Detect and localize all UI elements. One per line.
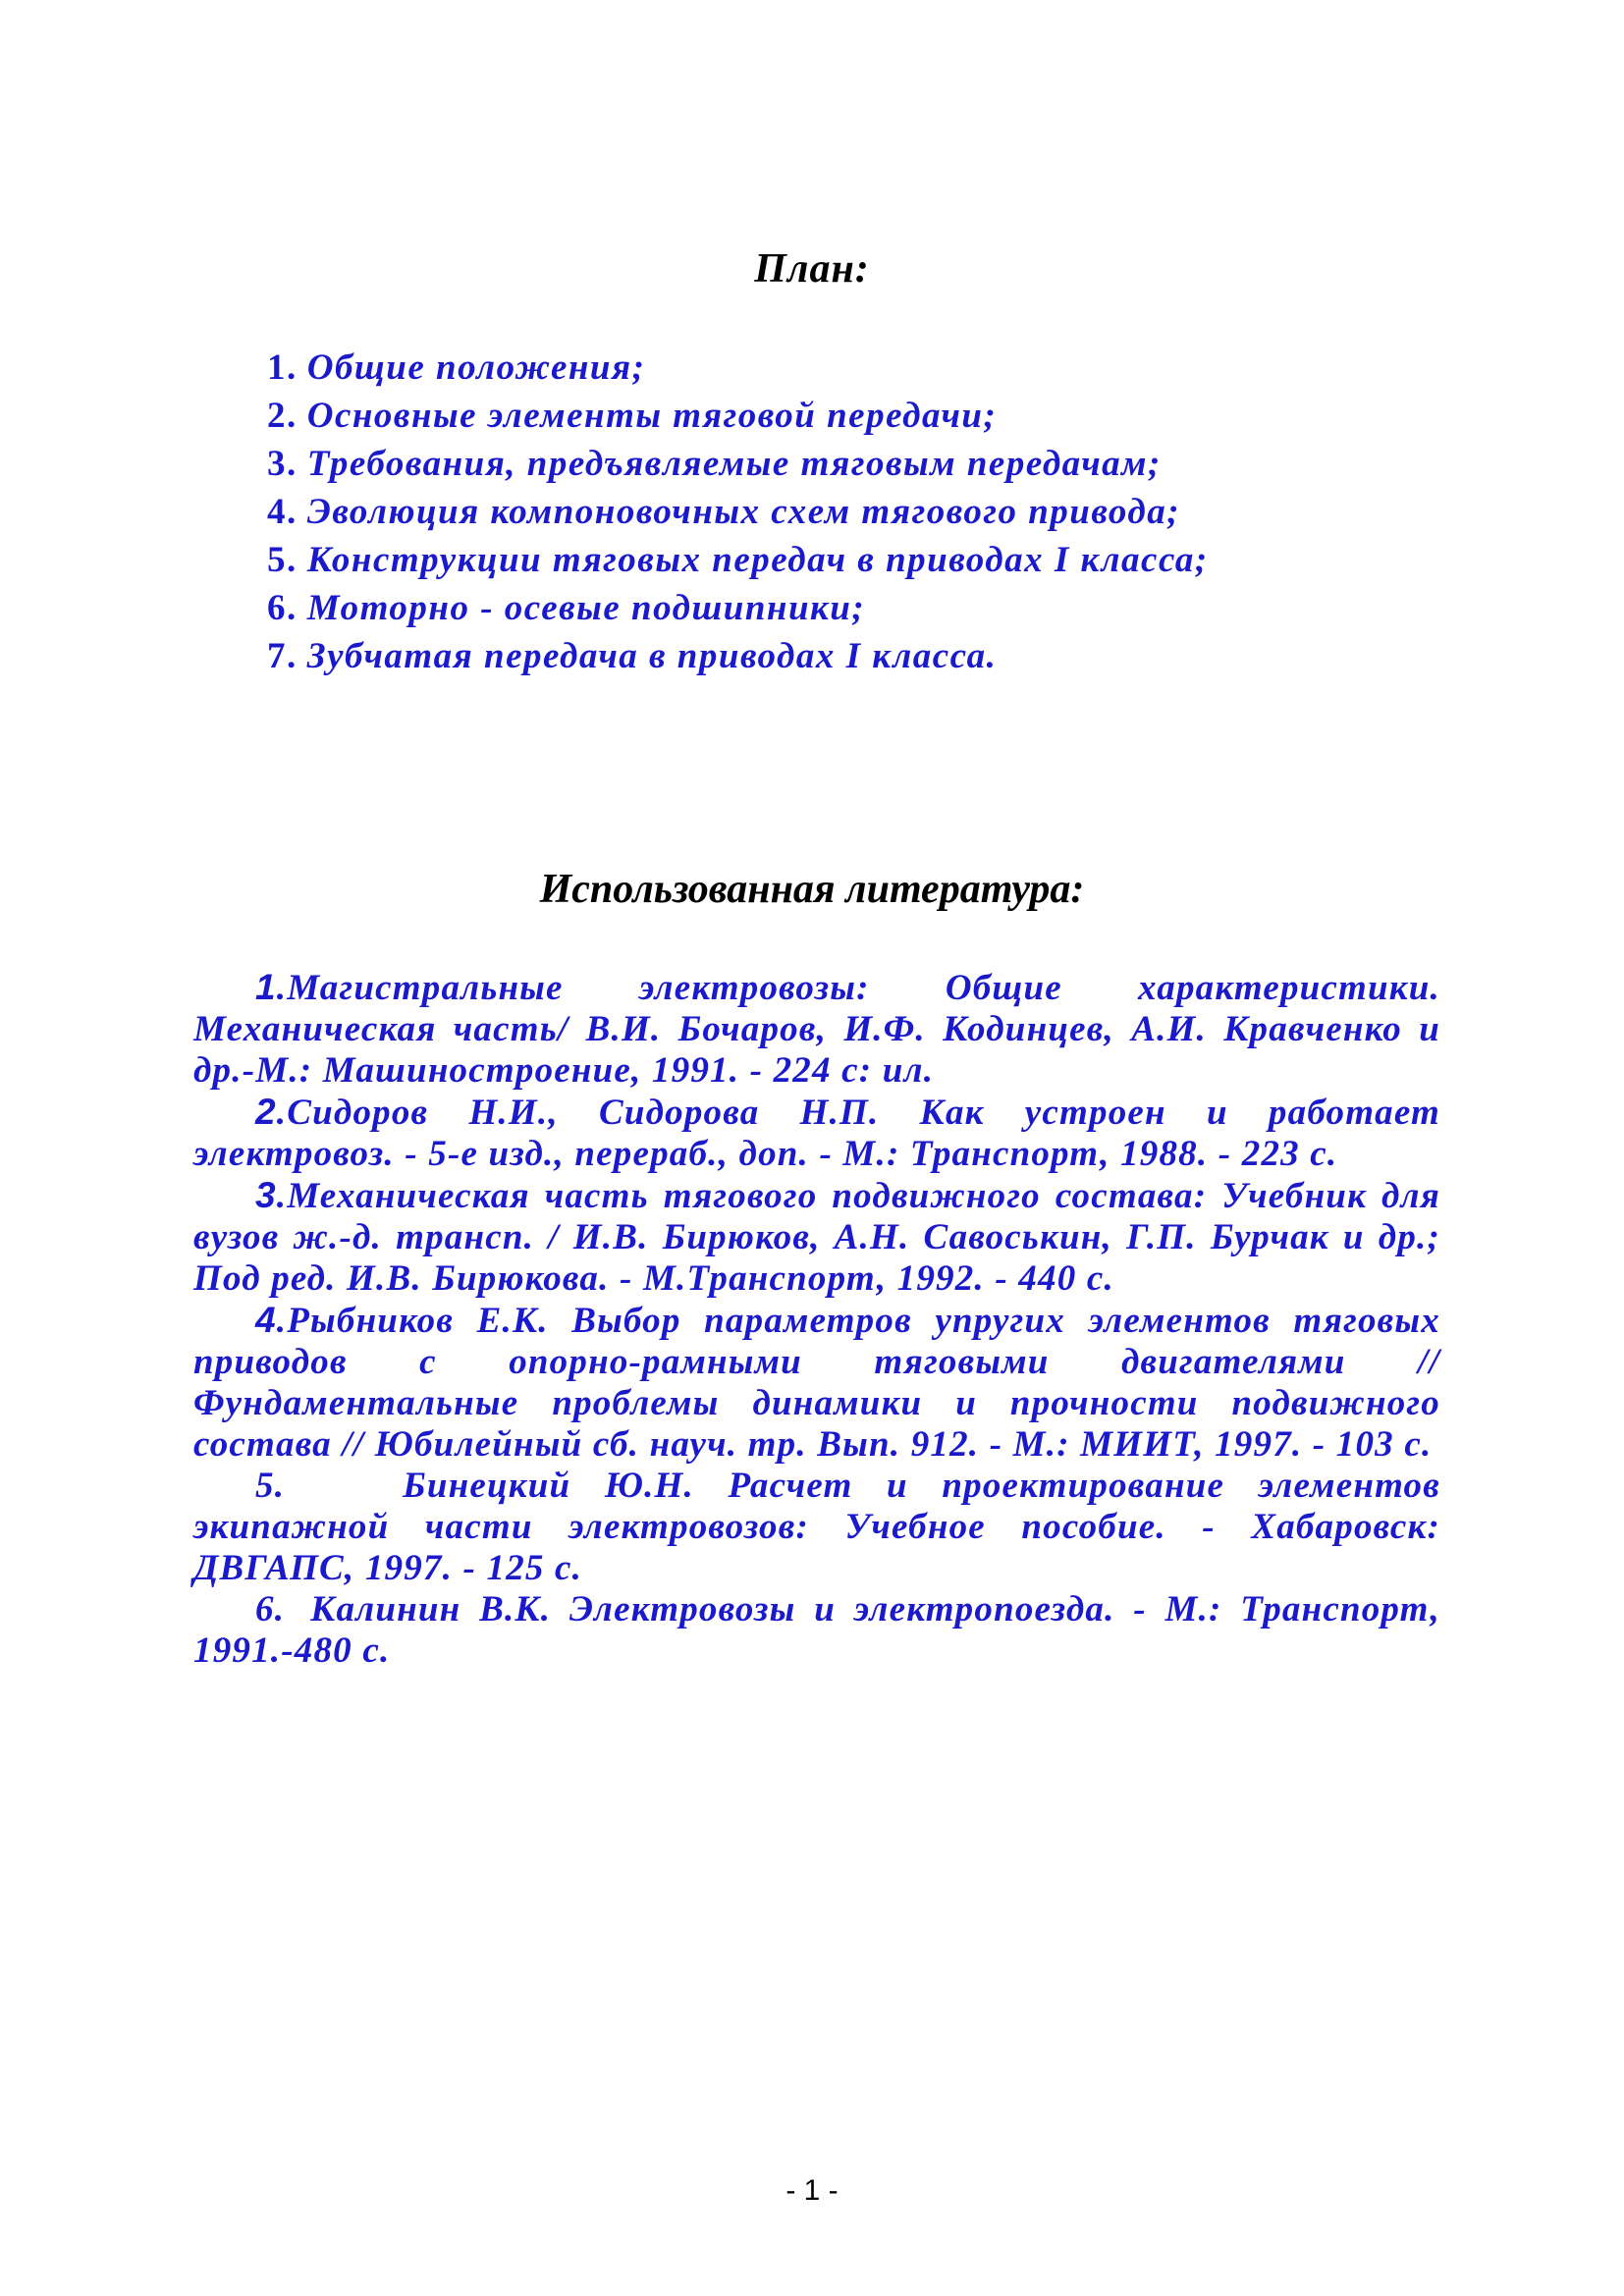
plan-item (267, 344, 1209, 392)
plan-item-text: Требования, предъявляемые тяговым передачам; (306, 444, 1162, 484)
page-number: - 1 - (785, 2174, 839, 2207)
plan-item-number: 2. (267, 396, 298, 436)
plan-item-number: 1. (267, 347, 298, 388)
literature-item (193, 1589, 1440, 1672)
plan-item-text: Моторно - осевые подшипники; (306, 588, 866, 628)
plan-item-number: 3. (267, 444, 298, 484)
literature-list (193, 967, 1440, 1672)
plan-item-number: 4. (267, 492, 298, 532)
plan-item-text: Общие положения; (306, 347, 646, 388)
plan-item (267, 392, 1209, 440)
plan-item-number: 6. (267, 588, 298, 628)
literature-item (193, 1175, 1440, 1300)
literature-item (193, 1300, 1440, 1466)
plan-item-text: Эволюция компоновочных схем тягового привода; (306, 492, 1181, 532)
plan-item-number: 7. (267, 636, 298, 676)
plan-item-text: Конструкции тяговых передач в приводах I класса; (306, 540, 1209, 580)
literature-item-text: .Магистральные электровозы: Общие характеристики. Механическая часть/ В.И. Бочаров, И.Ф. Кодинцев, А.И. Кравченко и др.-М.: Машиностроение, 1991. - 224 с: ил. (193, 968, 1440, 1091)
literature-item-text: .Механическая часть тягового подвижного состава: Учебник для вузов ж.-д. трансп. / И.В. Бирюков, А.Н. Савоськин, Г.П. Бурчак и др.; Под ред. И.В. Бирюкова. - М.Транспорт, 1992. - 440 с. (193, 1176, 1440, 1299)
plan-item-text: Зубчатая передача в приводах I класса. (306, 636, 998, 676)
plan-title: План: (754, 246, 870, 292)
literature-item-number: 5. (255, 1466, 286, 1506)
plan-list (267, 344, 1209, 680)
plan-item-text: Основные элементы тяговой передачи; (306, 396, 998, 436)
literature-item-number: 1 (255, 967, 277, 1007)
plan-item-number: 5. (267, 540, 298, 580)
literature-item-text: Бинецкий Ю.Н. Расчет и проектирование элементов экипажной части электровозов: Учебное пособие. - Хабаровск: ДВГАПС, 1997. - 125 с. (193, 1466, 1440, 1588)
literature-title: Использованная литература: (539, 867, 1085, 912)
plan-item (267, 584, 1209, 632)
literature-item (193, 1466, 1440, 1589)
literature-item-text: Калинин В.К. Электровозы и электропоезда. - М.: Транспорт, 1991.-480 с. (193, 1589, 1440, 1671)
literature-item-number: 2 (255, 1092, 277, 1132)
literature-item-number: 3 (255, 1175, 277, 1215)
literature-item-number: 4 (255, 1300, 277, 1340)
plan-item (267, 488, 1209, 536)
literature-item-text: .Сидоров Н.И., Сидорова Н.П. Как устроен и работает электровоз. - 5-е изд., перераб., доп. - М.: Транспорт, 1988. - 223 с. (193, 1093, 1440, 1174)
plan-item (267, 536, 1209, 584)
literature-item (193, 967, 1440, 1092)
literature-item (193, 1092, 1440, 1175)
plan-item (267, 632, 1209, 680)
plan-item (267, 440, 1209, 488)
literature-item-text: .Рыбников Е.К. Выбор параметров упругих элементов тяговых приводов с опорно-рамными тяговыми двигателями // Фундаментальные проблемы динамики и прочности подвижного состава // Юбилейный сб. науч. тр. Вып. 912. - М.: МИИТ, 1997. - 103 с. (193, 1301, 1440, 1465)
literature-item-number: 6. (255, 1589, 286, 1629)
